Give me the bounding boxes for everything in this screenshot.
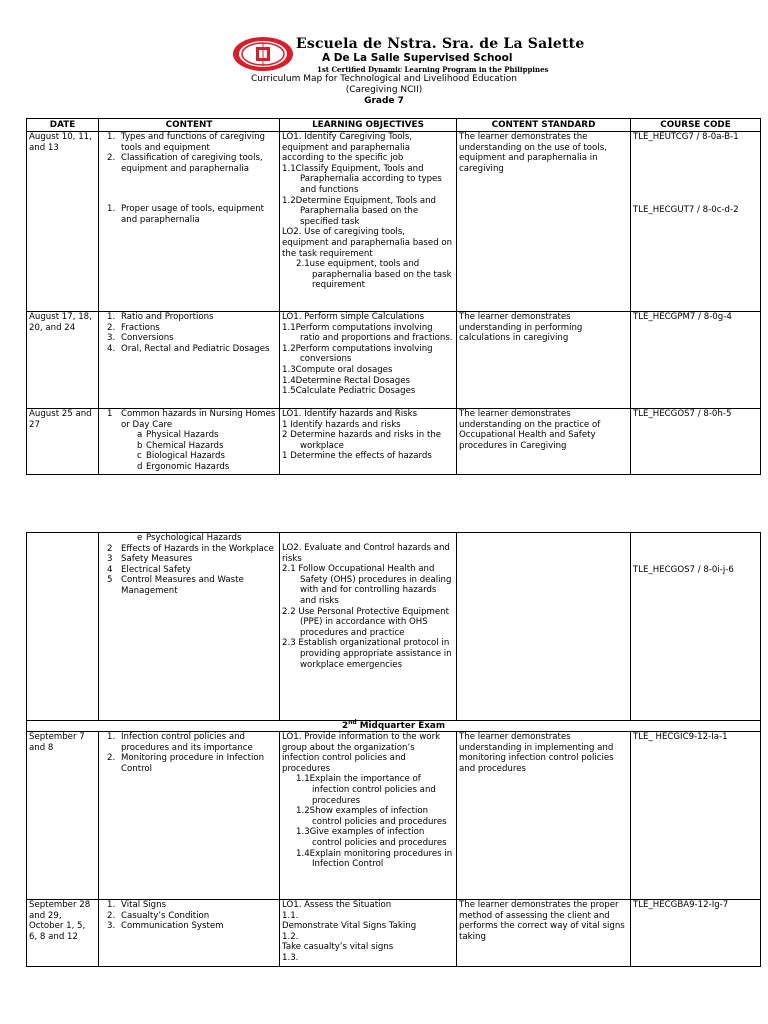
list-item: 3 Safety Measures xyxy=(107,554,193,565)
code-cell xyxy=(631,732,761,900)
objective-item: LO1. Identify Caregiving Tools, equipment and paraphernalia according to the specific job xyxy=(282,132,413,164)
objective-item: 1.4Determine Rectal Dosages xyxy=(282,375,411,386)
objectives-cell xyxy=(280,312,457,409)
date-cell: September 28 and 29, October 1, 5, 6, 8 and 12 xyxy=(27,900,99,967)
column-header-date: DATE xyxy=(27,119,99,132)
objective-item: 1.2. xyxy=(282,931,299,942)
date-cell: August 17, 18, 20, and 24 xyxy=(27,312,99,409)
document-subtitle: (Caregiving NCII) xyxy=(345,85,423,95)
course-code: TLE_HECGBA9-12-Ig-7 xyxy=(633,900,729,910)
course-code: TLE_HECGOS7 / 8-0i-j-6 xyxy=(633,565,734,575)
objective-item: 1.2Determine Equipment, Tools and Paraphernalia based on the specified task xyxy=(282,195,437,227)
table-row xyxy=(27,409,761,475)
list-item: d Ergonomic Hazards xyxy=(137,461,230,472)
content-cell xyxy=(99,732,280,900)
date-cell xyxy=(27,533,99,721)
grade-label: Grade 7 xyxy=(364,96,404,106)
objective-item: 2.1 Follow Occupational Health and Safety (OHS) procedures in dealing with and for controlling hazards and risks xyxy=(282,564,452,606)
standard-cell: The learner demonstrates understanding on the practice of Occupational Health and Safety procedures in Caregiving xyxy=(457,409,631,475)
objective-item: Demonstrate Vital Signs Taking xyxy=(282,921,417,932)
list-item: 2. Casualty’s Condition xyxy=(107,910,210,921)
table-row xyxy=(27,732,761,900)
table-row xyxy=(27,312,761,409)
column-header-content: CONTENT xyxy=(99,119,280,132)
list-item: 1. Vital Signs xyxy=(107,900,167,910)
code-cell xyxy=(631,312,761,409)
objectives-cell xyxy=(280,132,457,312)
objectives-cell xyxy=(280,732,457,900)
objective-item: 1.2Show examples of infection control policies and procedures xyxy=(296,806,447,827)
objective-item: 2.1use equipment, tools and paraphernalia based on the task requirement xyxy=(296,259,452,291)
list-item: 2 Effects of Hazards in the Workplace xyxy=(107,543,274,554)
course-code: TLE_HECGUT7 / 8-0c-d-2 xyxy=(633,204,739,215)
objective-item: 1 Determine the effects of hazards xyxy=(282,451,432,462)
objectives-cell xyxy=(280,533,457,721)
list-item: 4. Oral, Rectal and Pediatric Dosages xyxy=(107,343,270,354)
content-cell xyxy=(99,409,280,475)
school-name: Escuela de Nstra. Sra. de La Salette xyxy=(296,36,585,52)
course-code: TLE_ HECGIC9-12-Ia-1 xyxy=(633,732,728,742)
code-cell xyxy=(631,409,761,475)
list-item: 1 Common hazards in Nursing Homes or Day Care xyxy=(107,409,276,430)
objective-item: 1.3Compute oral dosages xyxy=(282,364,393,375)
content-cell xyxy=(99,533,280,721)
standard-cell: The learner demonstrates understanding in performing calculations in caregiving xyxy=(457,312,631,409)
document-title: Curriculum Map for Technological and Livelihood Education xyxy=(251,74,517,84)
objective-item: 1.1. xyxy=(282,910,299,921)
list-item: 2. Classification of caregiving tools, equipment and paraphernalia xyxy=(107,153,263,174)
list-item: 3. Conversions xyxy=(107,333,174,344)
content-cell xyxy=(99,312,280,409)
objective-item: Take casualty’s vital signs xyxy=(282,942,394,953)
objective-item: 1.4Explain monitoring procedures in Infection Control xyxy=(296,848,453,870)
list-item: 1. Ratio and Proportions xyxy=(107,312,214,322)
objective-item: LO1. Perform simple Calculations xyxy=(282,312,425,322)
list-item: 1. Proper usage of tools, equipment and paraphernalia xyxy=(107,204,265,225)
objective-item: 1.3. xyxy=(282,952,299,963)
standard-cell xyxy=(457,533,631,721)
objective-item: LO1. Provide information to the work group about the organization’s infection control policies and procedures xyxy=(282,732,441,774)
objective-item: 1.3Give examples of infection control policies and procedures xyxy=(296,827,447,848)
code-cell xyxy=(631,900,761,967)
objective-item: 2.2 Use Personal Protective Equipment (PPE) in accordance with OHS procedures and practice xyxy=(282,606,449,638)
table-row xyxy=(27,900,761,967)
objective-item: LO1. Assess the Situation xyxy=(282,900,392,910)
objective-item: 1.1Perform computations involving ratio and proportions and fractions. xyxy=(282,322,453,344)
standard-cell: The learner demonstrates the understanding on the use of tools, equipment and paraphernalia in caregiving xyxy=(457,132,631,312)
list-item: c Biological Hazards xyxy=(137,451,225,462)
school-tagline: 1st Certified Dynamic Learning Program in the Philippines xyxy=(317,65,549,74)
objectives-cell xyxy=(280,900,457,967)
objectives-cell xyxy=(280,409,457,475)
course-code: TLE_HECGOS7 / 8-0h-5 xyxy=(633,409,732,419)
course-code: TLE_HEUTCG7 / 8-0a-B-1 xyxy=(633,132,739,142)
objective-item: 2.3 Establish organizational protocol in providing appropriate assistance in workplace emergencies xyxy=(282,638,452,670)
exam-row xyxy=(27,721,761,732)
standard-cell: The learner demonstrates the proper method of assessing the client and performs the correct way of vital signs taking xyxy=(457,900,631,967)
list-item: a Physical Hazards xyxy=(137,430,219,441)
content-cell xyxy=(99,132,280,312)
objective-item: 1.1Classify Equipment, Tools and Paraphernalia according to types and functions xyxy=(282,163,442,195)
course-code: TLE_HECGPM7 / 8-0g-4 xyxy=(633,312,732,322)
objective-item: 2 Determine hazards and risks in the workplace xyxy=(282,430,442,451)
objective-item: 1.1Explain the importance of infection control policies and procedures xyxy=(296,774,436,806)
curriculum-table-continued xyxy=(26,532,761,967)
list-item: 4 Electrical Safety xyxy=(107,564,191,575)
exam-label: 2nd Midquarter Exam xyxy=(27,721,761,732)
column-header-code: COURSE CODE xyxy=(631,119,761,132)
date-cell: August 10, 11, and 13 xyxy=(27,132,99,312)
objective-item: 1.5Calculate Pediatric Dosages xyxy=(282,386,416,397)
list-item: 1. Infection control policies and procedures and its importance xyxy=(107,732,253,753)
objective-item: 1.2Perform computations involving conversions xyxy=(282,343,433,365)
code-cell xyxy=(631,533,761,721)
school-subtitle: A De La Salle Supervised School xyxy=(322,52,513,64)
column-header-objectives: LEARNING OBJECTIVES xyxy=(280,119,457,132)
content-cell xyxy=(99,900,280,967)
list-item: 1. Types and functions of caregiving tools and equipment xyxy=(107,132,266,153)
list-item: b Chemical Hazards xyxy=(137,440,224,451)
list-item: e Psychological Hazards xyxy=(137,533,242,543)
school-logo-icon xyxy=(232,36,294,72)
list-item: 2. Fractions xyxy=(107,322,160,333)
list-item: 3. Communication System xyxy=(107,921,224,932)
column-header-standard: CONTENT STANDARD xyxy=(457,119,631,132)
table-row xyxy=(27,132,761,312)
list-item: 2. Monitoring procedure in Infection Control xyxy=(107,753,265,774)
code-cell xyxy=(631,132,761,312)
table-row xyxy=(27,533,761,721)
objective-item: 1 Identify hazards and risks xyxy=(282,419,401,430)
objective-item: LO1. Identify hazards and Risks xyxy=(282,409,418,419)
objective-item: LO2. Use of caregiving tools, equipment and paraphernalia based on the task requirement xyxy=(282,227,453,259)
table-header-row xyxy=(27,119,761,132)
list-item: 5 Control Measures and Waste Management xyxy=(107,575,244,596)
standard-cell: The learner demonstrates understanding in implementing and monitoring infection control policies and procedures xyxy=(457,732,631,900)
curriculum-table xyxy=(26,118,761,475)
date-cell: August 25 and 27 xyxy=(27,409,99,475)
date-cell: September 7 and 8 xyxy=(27,732,99,900)
objective-item: LO2. Evaluate and Control hazards and risks xyxy=(282,543,450,564)
